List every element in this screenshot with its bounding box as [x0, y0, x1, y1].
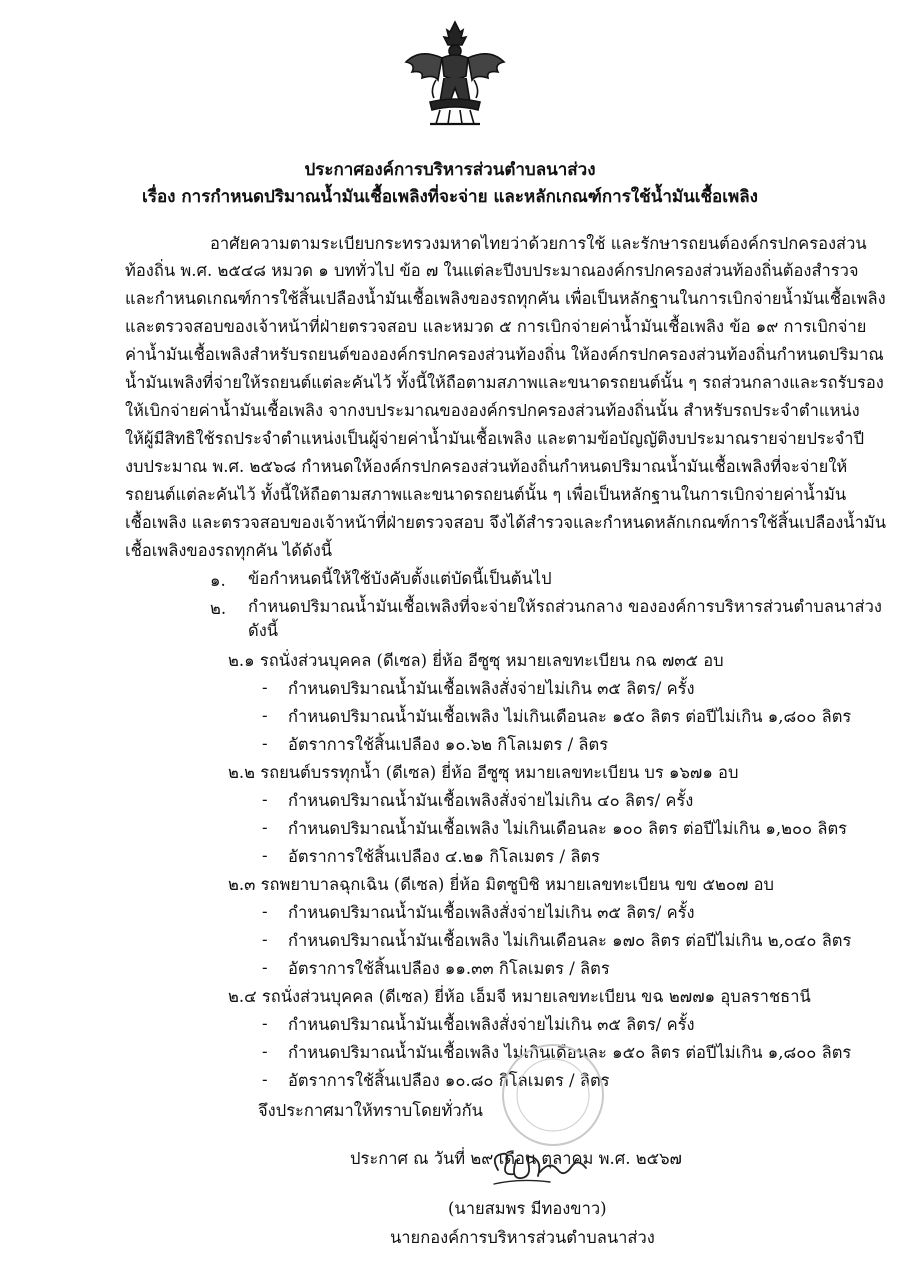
bullet-dash: - — [262, 678, 268, 697]
vehicle-2-2-heading: ๒.๒ รถยนต์บรรทุกน้ำ (ดีเซล) ยี่ห้อ อีซูซุ หมายเลขทะเบียน บร ๑๖๗๑ อบ — [228, 763, 739, 782]
intro-line-4: และตรวจสอบของเจ้าหน้าที่ฝ่ายตรวจสอบ และหมวด ๕ การเบิกจ่ายค่าน้ำมันเชื้อเพลิง ข้อ ๑๙ การเบิกจ่าย — [125, 317, 867, 336]
vehicle-2-4-item-3: อัตราการใช้สิ้นเปลือง ๑๐.๘๐ กิโลเมตร / ลิตร — [288, 1071, 610, 1090]
official-stamp-icon — [498, 1040, 608, 1150]
vehicle-2-3-heading: ๒.๓ รถพยาบาลฉุกเฉิน (ดีเซล) ยี่ห้อ มิตซูบิชิ หมายเลขทะเบียน ขข ๕๒๐๗ อบ — [228, 875, 775, 894]
closing-announcement: จึงประกาศมาให้ทราบโดยทั่วกัน — [258, 1101, 483, 1120]
vehicle-2-2-item-1: กำหนดปริมาณน้ำมันเชื้อเพลิงสั่งจ่ายไม่เกิน ๔๐ ลิตร/ ครั้ง — [288, 791, 694, 810]
vehicle-2-3-item-1: กำหนดปริมาณน้ำมันเชื้อเพลิงสั่งจ่ายไม่เกิน ๓๕ ลิตร/ ครั้ง — [288, 903, 695, 922]
intro-line-7: ให้เบิกจ่ายค่าน้ำมันเชื้อเพลิง จากงบประมาณขององค์กรปกครองส่วนท้องถิ่นนั้น สำหรับรถประจำตำแหน่ง — [125, 401, 860, 420]
intro-line-5: ค่าน้ำมันเชื้อเพลิงสำหรับรถยนต์ขององค์กรปกครองส่วนท้องถิ่น ให้องค์กรปกครองส่วนท้องถิ่นกำหนดปริมาณ — [125, 345, 884, 364]
intro-line-1: อาศัยความตามระเบียบกระทรวงมหาดไทยว่าด้วยการใช้ และรักษารถยนต์องค์กรปกครองส่วน — [210, 234, 867, 253]
bullet-dash: - — [262, 734, 268, 753]
bullet-dash: - — [262, 1014, 268, 1033]
bullet-dash: - — [262, 818, 268, 837]
vehicle-2-1-item-1: กำหนดปริมาณน้ำมันเชื้อเพลิงสั่งจ่ายไม่เกิน ๓๕ ลิตร/ ครั้ง — [288, 679, 695, 698]
bullet-dash: - — [262, 1042, 268, 1061]
intro-line-8: ให้ผู้มีสิทธิใช้รถประจำตำแหน่งเป็นผู้จ่ายค่าน้ำมันเชื้อเพลิง และตามข้อบัญญัติงบประมาณรายจ่ายประจำปี — [125, 429, 865, 448]
vehicle-2-3-item-2: กำหนดปริมาณน้ำมันเชื้อเพลิง ไม่เกินเดือนละ ๑๗๐ ลิตร ต่อปีไม่เกิน ๒,๐๔๐ ลิตร — [288, 931, 852, 950]
announcement-subject: เรื่อง การกำหนดปริมาณน้ำมันเชื้อเพลิงที่จะจ่าย และหลักเกณฑ์การใช้น้ำมันเชื้อเพลิง — [142, 187, 758, 207]
intro-line-6: น้ำมันเพลิงที่จ่ายให้รถยนต์แต่ละคันไว้ ทั้งนี้ให้ถือตามสภาพและขนาดรถยนต์นั้น ๆ รถส่วนกลางและรถรับรอง — [125, 373, 884, 392]
clause-2-number: ๒. — [210, 599, 227, 618]
vehicle-2-1-item-3: อัตราการใช้สิ้นเปลือง ๑๐.๖๒ กิโลเมตร / ลิตร — [288, 735, 609, 754]
vehicle-2-4-heading: ๒.๔ รถนั่งส่วนบุคคล (ดีเซล) ยี่ห้อ เอ็มจี หมายเลขทะเบียน ขฉ ๒๗๗๑ อุบลราชธานี — [228, 987, 811, 1006]
bullet-dash: - — [262, 790, 268, 809]
clause-1-text: ข้อกำหนดนี้ให้ใช้บังคับตั้งแต่บัดนี้เป็นต้นไป — [248, 569, 552, 588]
announcement-date: ประกาศ ณ วันที่ ๒๙ เดือน ตุลาคม พ.ศ. ๒๕๖๗ — [350, 1149, 682, 1168]
vehicle-2-1-item-2: กำหนดปริมาณน้ำมันเชื้อเพลิง ไม่เกินเดือนละ ๑๕๐ ลิตร ต่อปีไม่เกิน ๑,๘๐๐ ลิตร — [288, 707, 852, 726]
garuda-emblem-icon — [400, 18, 510, 130]
vehicle-2-4-item-2: กำหนดปริมาณน้ำมันเชื้อเพลิง ไม่เกินเดือนละ ๑๕๐ ลิตร ต่อปีไม่เกิน ๑,๘๐๐ ลิตร — [288, 1043, 852, 1062]
bullet-dash: - — [262, 902, 268, 921]
vehicle-2-1-heading: ๒.๑ รถนั่งส่วนบุคคล (ดีเซล) ยี่ห้อ อีซูซุ หมายเลขทะเบียน กฉ ๗๓๕ อบ — [228, 651, 724, 670]
bullet-dash: - — [262, 706, 268, 725]
announcement-title: ประกาศองค์การบริหารส่วนตำบลนาส่วง — [304, 160, 596, 180]
vehicle-2-4-item-1: กำหนดปริมาณน้ำมันเชื้อเพลิงสั่งจ่ายไม่เกิน ๓๕ ลิตร/ ครั้ง — [288, 1015, 695, 1034]
signature-icon — [480, 1140, 600, 1200]
vehicle-2-2-item-2: กำหนดปริมาณน้ำมันเชื้อเพลิง ไม่เกินเดือนละ ๑๐๐ ลิตร ต่อปีไม่เกิน ๑,๒๐๐ ลิตร — [288, 819, 848, 838]
bullet-dash: - — [262, 930, 268, 949]
clause-2-text-line2: ดังนี้ — [248, 621, 279, 640]
bullet-dash: - — [262, 846, 268, 865]
clause-1-number: ๑. — [210, 571, 226, 590]
intro-line-9: งบประมาณ พ.ศ. ๒๕๖๘ กำหนดให้องค์กรปกครองส่วนท้องถิ่นกำหนดปริมาณน้ำมันเชื้อเพลิงที่จะจ่ายให้ — [125, 457, 848, 476]
bullet-dash: - — [262, 1070, 268, 1089]
intro-line-10: รถยนต์แต่ละคันไว้ ทั้งนี้ให้ถือตามสภาพและขนาดรถยนต์นั้น ๆ เพื่อเป็นหลักฐานในการเบิกจ่ายค่าน้ำมัน — [125, 485, 847, 504]
intro-line-12: เชื้อเพลิงของรถทุกคัน ได้ดังนี้ — [125, 541, 333, 560]
intro-line-11: เชื้อเพลิง และตรวจสอบของเจ้าหน้าที่ฝ่ายตรวจสอบ จึงได้สำรวจและกำหนดหลักเกณฑ์การใช้สิ้นเปลืองน้ำมัน — [125, 513, 887, 532]
signer-name: (นายสมพร มีทองขาว) — [448, 1199, 607, 1218]
intro-line-2: ท้องถิ่น พ.ศ. ๒๕๔๘ หมวด ๑ บททั่วไป ข้อ ๗ ในแต่ละปีงบประมาณองค์กรปกครองส่วนท้องถิ่นต้องสำรวจ — [125, 261, 859, 280]
vehicle-2-3-item-3: อัตราการใช้สิ้นเปลือง ๑๑.๓๓ กิโลเมตร / ลิตร — [288, 959, 610, 978]
bullet-dash: - — [262, 958, 268, 977]
intro-line-3: และกำหนดเกณฑ์การใช้สิ้นเปลืองน้ำมันเชื้อเพลิงของรถทุกคัน เพื่อเป็นหลักฐานในการเบิกจ่ายน้ำมันเชื้อเพลิง — [125, 289, 886, 308]
vehicle-2-2-item-3: อัตราการใช้สิ้นเปลือง ๔.๒๑ กิโลเมตร / ลิตร — [288, 847, 601, 866]
signer-title: นายกองค์การบริหารส่วนตำบลนาส่วง — [390, 1228, 655, 1247]
clause-2-text-line1: กำหนดปริมาณน้ำมันเชื้อเพลิงที่จะจ่ายให้รถส่วนกลาง ขององค์การบริหารส่วนตำบลนาส่วง — [248, 597, 882, 616]
